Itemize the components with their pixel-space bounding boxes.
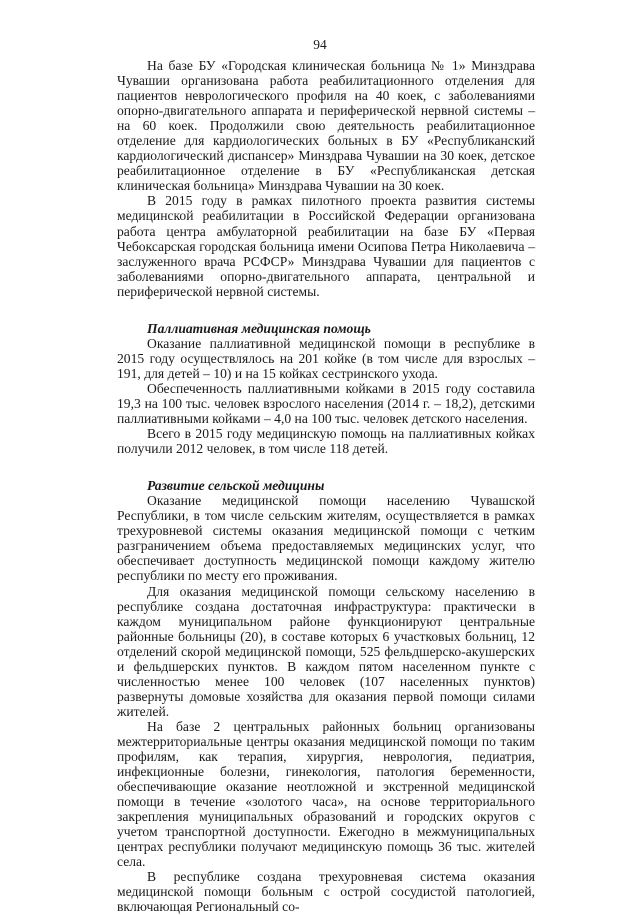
paragraph-three-level-system: Оказание медицинской помощи населению Чувашской Республики, в том числе сельским жителям, осуществляется в рамках трехуровневой системы оказания медицинской помощи с четким разграничением объема предоставляемых медицинских услуг, что обеспечивает доступность медицинской помощи каждому жителю республики по месту его проживания. <box>117 493 535 584</box>
paragraph-ambulatory-rehab: В 2015 году в рамках пилотного проекта развития системы медицинской реабилитации в Российской Федерации организована работа центра амбулаторной реабилитации на базе БУ «Первая Чебоксарская городская больница имени Осипова Петра Николаевича – заслуженного врача РСФСР» Минздрава Чувашии для пациентов с заболеваниями опорно-двигательного аппарата, центральной и периферической нервной системы. <box>117 193 535 299</box>
paragraph-rehab-departments: На базе БУ «Городская клиническая больница № 1» Минздрава Чувашии организована работа реабилитационного отделения для пациентов неврологического профиля на 40 коек, с заболеваниями опорно-двигательного аппарата и периферической нервной системы – на 60 коек. Продолжили свою деятельность реабилитационное отделение для кардиологических больных в БУ «Республиканский кардиологический диспансер» Минздрава Чувашии на 30 коек, детское реабилитационное отделение в БУ «Республиканская детская клиническая больница» Минздрава Чувашии на 30 коек. <box>117 58 535 194</box>
paragraph-palliative-provision: Обеспеченность паллиативными койками в 2015 году составила 19,3 на 100 тыс. человек взрослого населения (2014 г. – 18,2), детскими паллиативными койками – 4,0 на 100 тыс. человек детского населения. <box>117 380 535 427</box>
paragraph-intermunicipal-centers: На базе 2 центральных районных больниц организованы межтерриториальные центры оказания медицинской помощи по таким профилям, как терапия, хирургия, неврология, педиатрия, инфекционные болезни, гинекология, патология беременности, обеспечивающие оказание неотложной и экстренной медицинской помощи в течение «золотого часа», на основе территориального закрепления муниципальных образований и городских округов с учетом транспортной доступности. Ежегодно в межмуниципальных центрах республики получают медицинскую помощь 36 тыс. жителей села. <box>117 718 535 870</box>
paragraph-palliative-beds: Оказание паллиативной медицинской помощи в республике в 2015 году осуществлялось на 201 койке (в том числе для взрослых – 191, для детей – 10) и на 15 койках сестринского ухода. <box>117 335 535 381</box>
heading-palliative-care: Паллиативная медицинская помощь <box>147 320 371 336</box>
paragraph-rural-infrastructure: Для оказания медицинской помощи сельскому населению в республике создана достаточная инфраструктура: практически в каждом муниципальном районе функционируют центральные районные больницы (20), в составе которых 6 участковых больниц, 12 отделений скорой медицинской помощи, 525 фельдшерско-акушерских и фельдшерских пунктов. В каждом пятом населенном пункте с численностью менее 100 человек (107 населенных пунктов) развернуты домовые хозяйства для оказания первой помощи силами жителей. <box>117 583 535 719</box>
page-body <box>117 58 535 915</box>
paragraph-palliative-patients: Всего в 2015 году медицинскую помощь на паллиативных койках получили 2012 человек, в том числе 118 детей. <box>117 426 535 457</box>
page-number: 94 <box>313 37 327 52</box>
paragraph-vascular-care: В республике создана трехуровневая система оказания медицинской помощи больным с острой сосудистой патологией, включающая Региональный со- <box>117 869 535 915</box>
heading-rural-medicine: Развитие сельской медицины <box>147 478 325 494</box>
